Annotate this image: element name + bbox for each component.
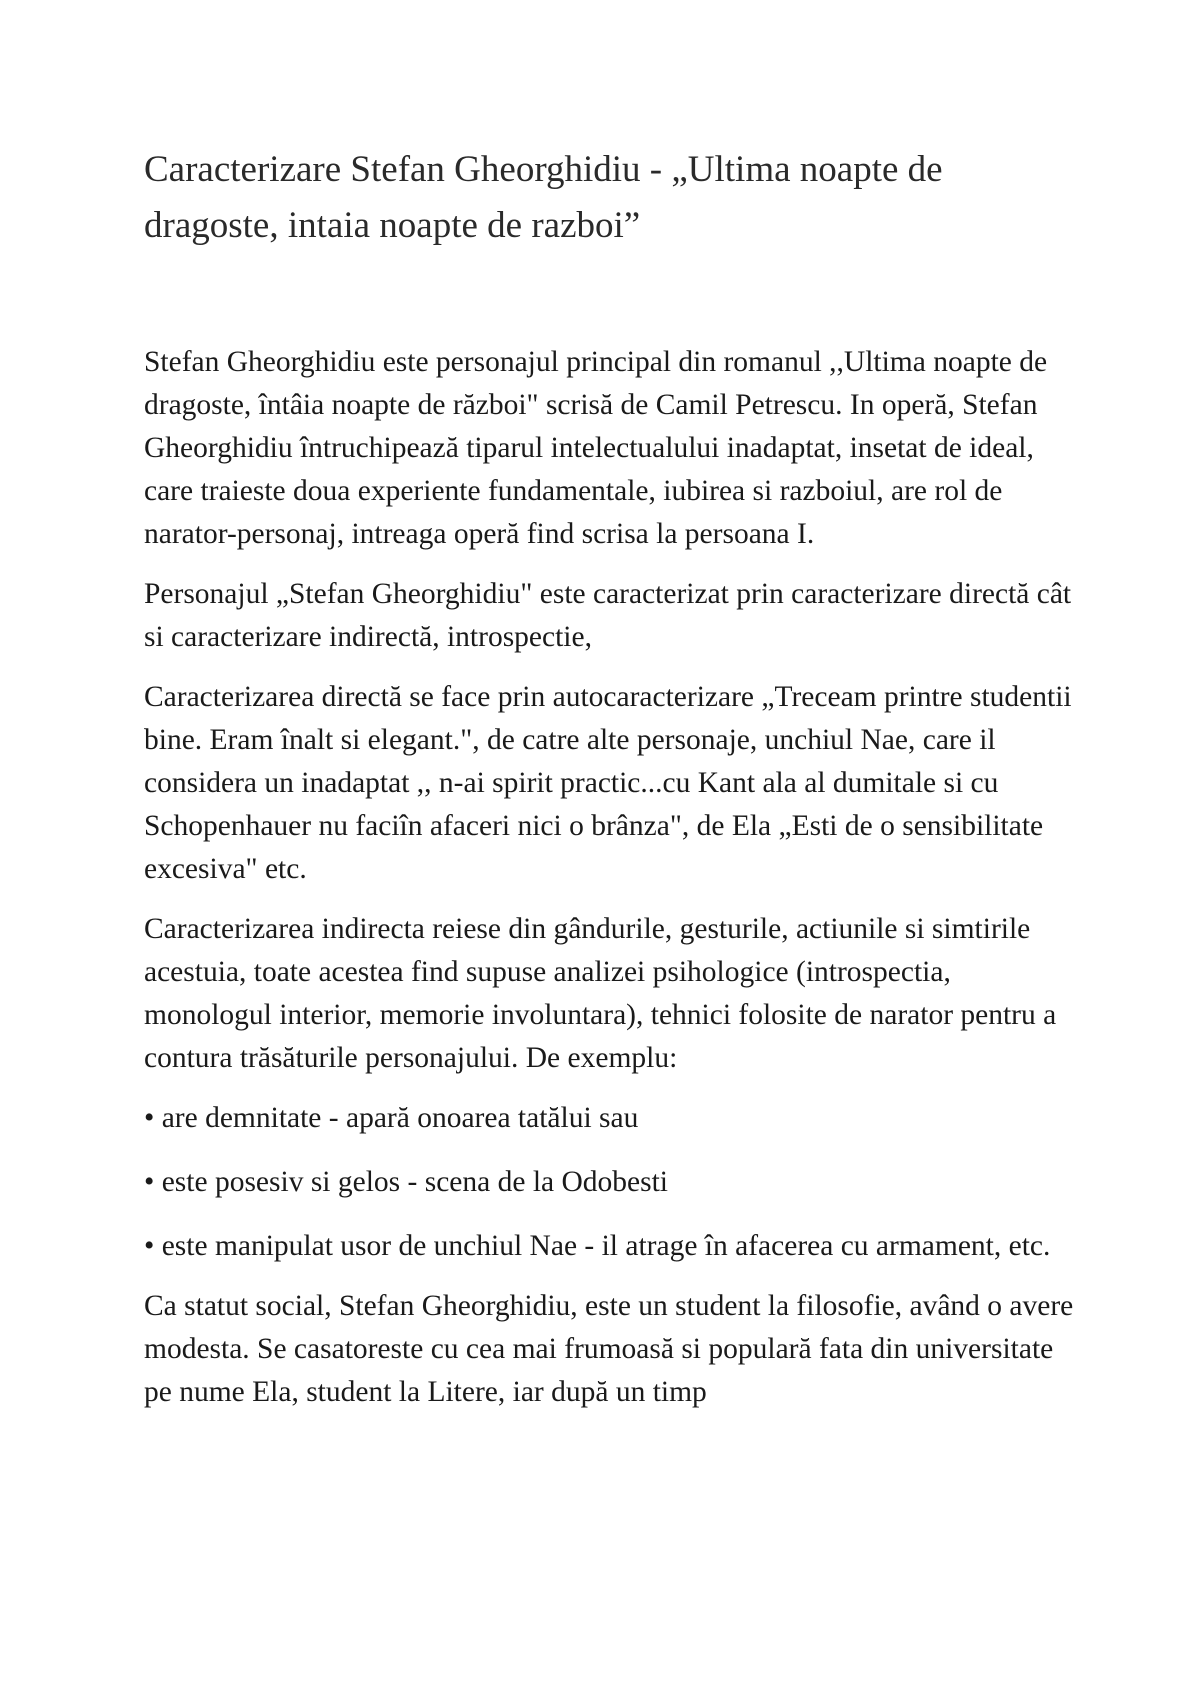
paragraph-social-status: Ca statut social, Stefan Gheorghidiu, este un student la filosofie, având o avere modesta. Se casatoreste cu cea mai frumoasă si populară fata din universitate pe nume Ela, student la Litere, iar după un timp: [144, 1290, 1074, 1408]
bullet-item: • este manipulat usor de unchiul Nae - il atrage în afacerea cu armament, etc.: [144, 1230, 1051, 1262]
document-title: Caracterizare Stefan Gheorghidiu - „Ultima noapte de dragoste, intaia noapte de razboi”: [144, 149, 943, 246]
bullet-item: • este posesiv si gelos - scena de la Odobesti: [144, 1166, 668, 1198]
paragraph-intro: Stefan Gheorghidiu este personajul principal din romanul ,,Ultima noapte de dragoste, întâia noapte de război" scrisă de Camil Petrescu. In operă, Stefan Gheorghidiu întruchipează tiparul intelectualului inadaptat, insetat de ideal, care traieste doua experiente fundamentale, iubirea si razboiul, are rol de narator-personaj, intreaga operă find scrisa la persoana I.: [144, 346, 1048, 550]
paragraph-characterization-types: Personajul „Stefan Gheorghidiu" este caracterizat prin caracterizare directă cât si caracterizare indirectă, introspectie,: [144, 578, 1072, 653]
paragraph-indirect-characterization: Caracterizarea indirecta reiese din gândurile, gesturile, actiunile si simtirile acestuia, toate acestea find supuse analizei psihologice (introspectia, monologul interior, memorie involuntara), tehnici folosite de narator pentru a contura trăsăturile personajului. De exemplu:: [144, 913, 1057, 1074]
document-body: [144, 341, 1084, 1431]
bullet-item: • are demnitate - apară onoarea tatălui sau: [144, 1102, 639, 1134]
paragraph-direct-characterization: Caracterizarea directă se face prin autocaracterizare „Treceam printre studentii bine. Eram înalt si elegant.", de catre alte personaje, unchiul Nae, care il considera un inadaptat ,, n-ai spirit practic...cu Kant ala al dumitale si cu Schopenhauer nu faciîn afaceri nici o brânza", de Ela „Esti de o sensibilitate excesiva" etc.: [144, 681, 1072, 885]
